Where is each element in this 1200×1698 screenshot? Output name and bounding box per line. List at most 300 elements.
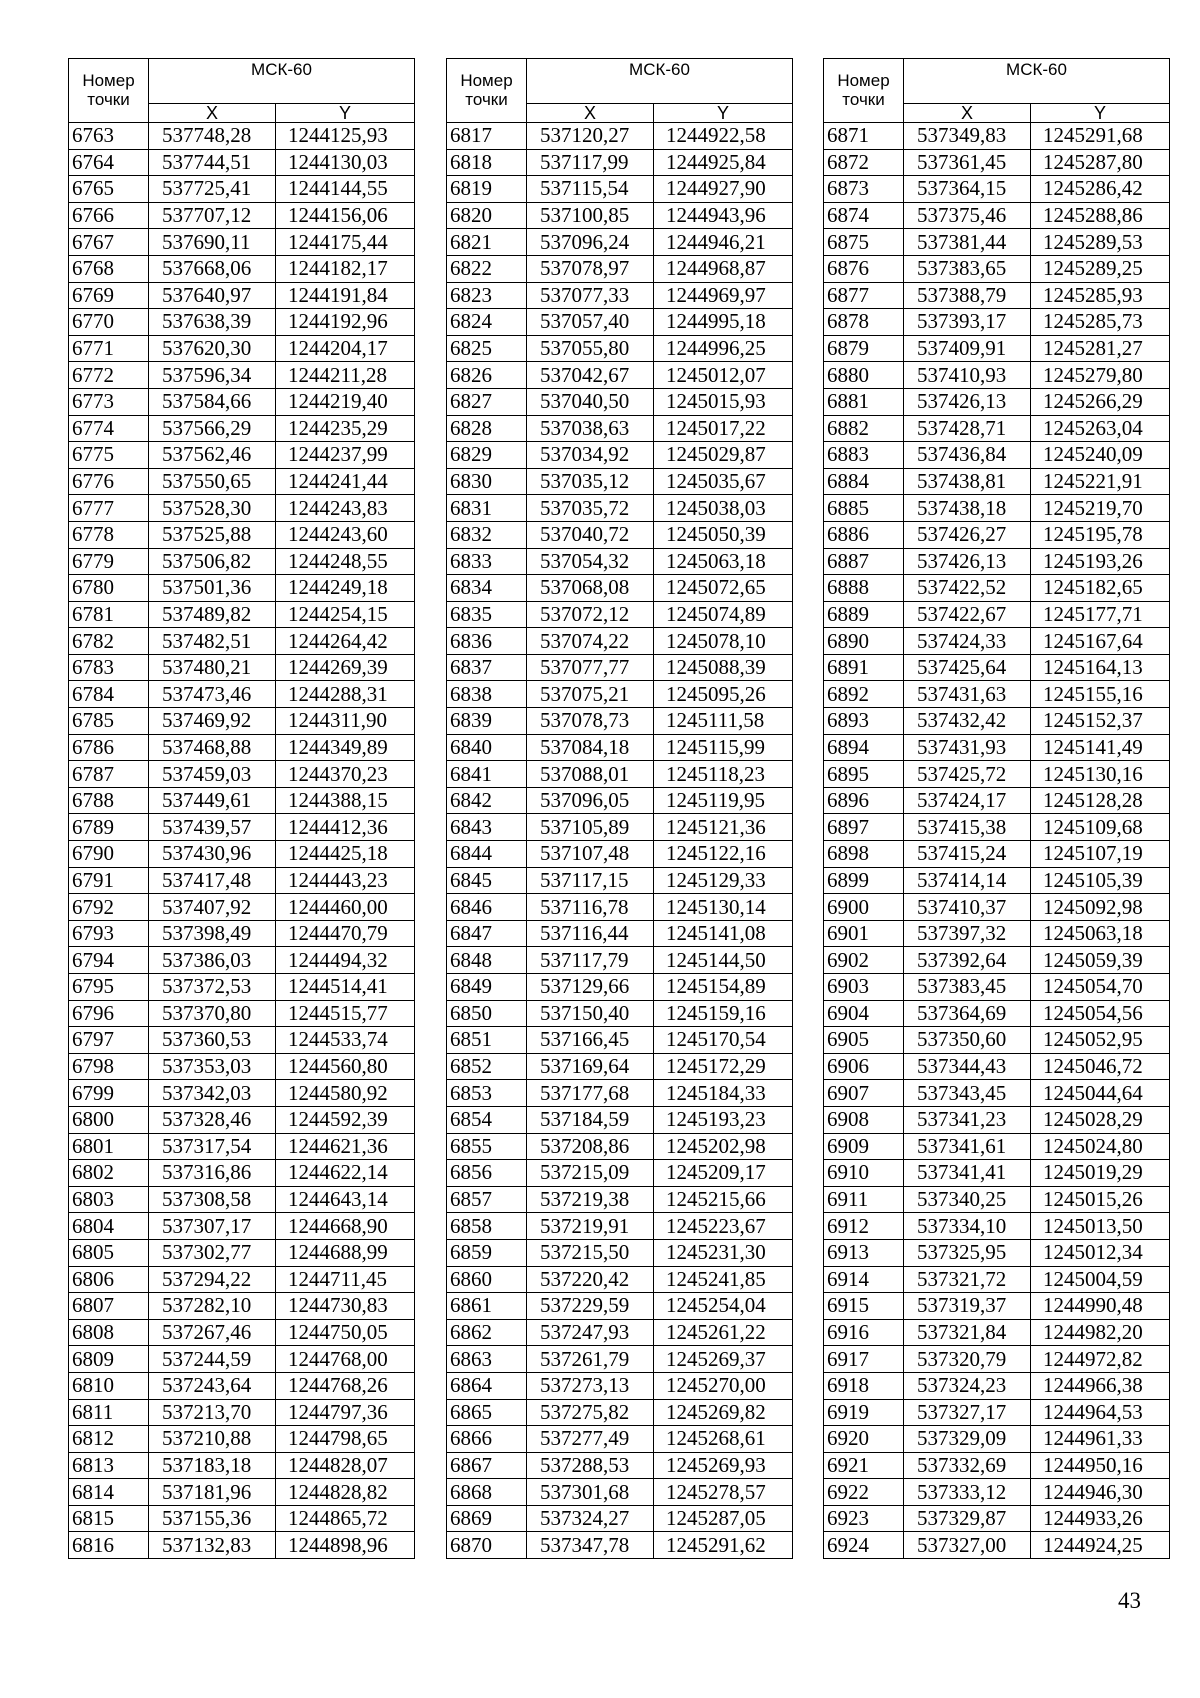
x-coordinate-cell: 537078,73: [527, 708, 654, 735]
point-number-cell: 6892: [824, 681, 904, 708]
table-row: [447, 761, 793, 788]
y-coordinate-cell: 1244995,18: [654, 309, 793, 336]
x-coordinate-cell: 537372,53: [149, 974, 276, 1001]
x-coordinate-cell: 537177,68: [527, 1080, 654, 1107]
y-coordinate-cell: 1245167,64: [1031, 628, 1170, 655]
table-row: [824, 415, 1170, 442]
y-coordinate-cell: 1244515,77: [276, 1000, 415, 1027]
point-number-header-line1: Номер: [460, 70, 513, 90]
point-number-cell: 6846: [447, 894, 527, 921]
table-row: [824, 1239, 1170, 1266]
y-coordinate-cell: 1245035,67: [654, 468, 793, 495]
x-coordinate-cell: 537360,53: [149, 1027, 276, 1054]
point-number-cell: 6768: [69, 255, 149, 282]
table-row: [447, 202, 793, 229]
table-row: [824, 282, 1170, 309]
y-coordinate-cell: 1245119,95: [654, 787, 793, 814]
x-coordinate-cell: 537120,27: [527, 123, 654, 150]
table-row: [447, 1186, 793, 1213]
point-number-cell: 6765: [69, 176, 149, 203]
x-coordinate-cell: 537525,88: [149, 521, 276, 548]
y-coordinate-cell: 1244470,79: [276, 920, 415, 947]
point-number-cell: 6769: [69, 282, 149, 309]
table-row: [447, 1133, 793, 1160]
x-coordinate-cell: 537117,15: [527, 867, 654, 894]
point-number-cell: 6763: [69, 123, 149, 150]
table-row: [69, 761, 415, 788]
x-coordinate-cell: 537410,93: [904, 362, 1031, 389]
x-coordinate-cell: 537375,46: [904, 202, 1031, 229]
table-row: [69, 575, 415, 602]
table-row: [824, 1452, 1170, 1479]
y-coordinate-cell: 1245285,73: [1031, 309, 1170, 336]
y-coordinate-cell: 1244990,48: [1031, 1293, 1170, 1320]
table-row: [824, 1160, 1170, 1187]
x-coordinate-cell: 537220,42: [527, 1266, 654, 1293]
x-coordinate-cell: 537320,79: [904, 1346, 1031, 1373]
table-row: [824, 149, 1170, 176]
x-coordinate-cell: 537341,61: [904, 1133, 1031, 1160]
point-number-cell: 6882: [824, 415, 904, 442]
point-number-cell: 6894: [824, 734, 904, 761]
point-number-cell: 6832: [447, 521, 527, 548]
table-row: [824, 176, 1170, 203]
x-coordinate-cell: 537084,18: [527, 734, 654, 761]
point-number-cell: 6888: [824, 575, 904, 602]
y-coordinate-cell: 1245287,80: [1031, 149, 1170, 176]
x-coordinate-cell: 537620,30: [149, 335, 276, 362]
y-coordinate-cell: 1245118,23: [654, 761, 793, 788]
point-number-cell: 6797: [69, 1027, 149, 1054]
y-coordinate-cell: 1244924,25: [1031, 1532, 1170, 1559]
point-number-header: [447, 59, 527, 123]
x-coordinate-cell: 537469,92: [149, 708, 276, 735]
y-coordinate-cell: 1245184,33: [654, 1080, 793, 1107]
y-coordinate-cell: 1245109,68: [1031, 814, 1170, 841]
table-row: [824, 1133, 1170, 1160]
x-coordinate-cell: 537105,89: [527, 814, 654, 841]
y-coordinate-cell: 1244865,72: [276, 1505, 415, 1532]
y-coordinate-cell: 1245164,13: [1031, 654, 1170, 681]
point-number-cell: 6822: [447, 255, 527, 282]
table-row: [824, 1479, 1170, 1506]
table-row: [824, 1532, 1170, 1559]
y-coordinate-cell: 1245266,29: [1031, 388, 1170, 415]
y-coordinate-cell: 1245261,22: [654, 1319, 793, 1346]
table-row: [824, 442, 1170, 469]
point-number-cell: 6855: [447, 1133, 527, 1160]
y-coordinate-cell: 1245223,67: [654, 1213, 793, 1240]
point-number-cell: 6830: [447, 468, 527, 495]
point-number-cell: 6909: [824, 1133, 904, 1160]
table-row: [824, 1293, 1170, 1320]
table-row: [824, 894, 1170, 921]
x-coordinate-cell: 537244,59: [149, 1346, 276, 1373]
point-number-cell: 6828: [447, 415, 527, 442]
x-coordinate-cell: 537383,45: [904, 974, 1031, 1001]
table-row: [447, 947, 793, 974]
point-number-cell: 6789: [69, 814, 149, 841]
point-number-cell: 6863: [447, 1346, 527, 1373]
table-row: [69, 1426, 415, 1453]
table-row: [824, 814, 1170, 841]
point-number-cell: 6844: [447, 841, 527, 868]
point-number-cell: 6900: [824, 894, 904, 921]
x-coordinate-cell: 537506,82: [149, 548, 276, 575]
point-number-cell: 6915: [824, 1293, 904, 1320]
y-coordinate-cell: 1245289,25: [1031, 255, 1170, 282]
table-row: [447, 575, 793, 602]
x-coordinate-cell: 537215,09: [527, 1160, 654, 1187]
point-number-cell: 6913: [824, 1239, 904, 1266]
table-row: [447, 1532, 793, 1559]
y-coordinate-cell: 1244966,38: [1031, 1372, 1170, 1399]
x-coordinate-cell: 537341,23: [904, 1106, 1031, 1133]
table-row: [447, 1319, 793, 1346]
table-row: [447, 1106, 793, 1133]
y-coordinate-cell: 1244156,06: [276, 202, 415, 229]
point-number-cell: 6835: [447, 601, 527, 628]
x-coordinate-cell: 537329,09: [904, 1426, 1031, 1453]
point-number-cell: 6774: [69, 415, 149, 442]
y-coordinate-cell: 1245144,50: [654, 947, 793, 974]
coordinate-system-header: МСК-60: [904, 59, 1170, 104]
point-number-cell: 6912: [824, 1213, 904, 1240]
x-coordinate-cell: 537035,12: [527, 468, 654, 495]
y-coordinate-cell: 1245088,39: [654, 654, 793, 681]
table-row: [824, 1213, 1170, 1240]
y-coordinate-cell: 1244248,55: [276, 548, 415, 575]
table-row: [824, 1505, 1170, 1532]
y-coordinate-cell: 1245046,72: [1031, 1053, 1170, 1080]
point-number-cell: 6856: [447, 1160, 527, 1187]
y-coordinate-cell: 1244514,41: [276, 974, 415, 1001]
table-row: [447, 1372, 793, 1399]
y-coordinate-cell: 1244237,99: [276, 442, 415, 469]
table-row: [824, 1266, 1170, 1293]
x-coordinate-cell: 537215,50: [527, 1239, 654, 1266]
x-coordinate-cell: 537213,70: [149, 1399, 276, 1426]
y-coordinate-cell: 1245269,82: [654, 1399, 793, 1426]
table-row: [447, 734, 793, 761]
x-coordinate-cell: 537068,08: [527, 575, 654, 602]
table-row: [69, 894, 415, 921]
x-coordinate-cell: 537169,64: [527, 1053, 654, 1080]
table-row: [69, 1452, 415, 1479]
point-number-cell: 6841: [447, 761, 527, 788]
y-coordinate-cell: 1244898,96: [276, 1532, 415, 1559]
y-coordinate-cell: 1244175,44: [276, 229, 415, 256]
y-coordinate-cell: 1244235,29: [276, 415, 415, 442]
y-coordinate-cell: 1244412,36: [276, 814, 415, 841]
x-coordinate-cell: 537424,17: [904, 787, 1031, 814]
x-coordinate-cell: 537057,40: [527, 309, 654, 336]
y-coordinate-cell: 1244996,25: [654, 335, 793, 362]
x-coordinate-cell: 537316,86: [149, 1160, 276, 1187]
point-number-cell: 6883: [824, 442, 904, 469]
y-coordinate-cell: 1244249,18: [276, 575, 415, 602]
table-row: [447, 255, 793, 282]
y-coordinate-cell: 1244494,32: [276, 947, 415, 974]
x-coordinate-cell: 537277,49: [527, 1426, 654, 1453]
table-row: [824, 495, 1170, 522]
y-coordinate-cell: 1245122,16: [654, 841, 793, 868]
point-number-header-line1: Номер: [82, 70, 135, 90]
table-row: [447, 1053, 793, 1080]
point-number-cell: 6803: [69, 1186, 149, 1213]
x-coordinate-cell: 537668,06: [149, 255, 276, 282]
x-coordinate-cell: 537422,52: [904, 575, 1031, 602]
point-number-cell: 6867: [447, 1452, 527, 1479]
x-coordinate-cell: 537035,72: [527, 495, 654, 522]
table-row: [69, 1479, 415, 1506]
table-row: [69, 415, 415, 442]
x-coordinate-cell: 537288,53: [527, 1452, 654, 1479]
y-coordinate-cell: 1244182,17: [276, 255, 415, 282]
y-coordinate-cell: 1245038,03: [654, 495, 793, 522]
table-row: [824, 867, 1170, 894]
table-row: [447, 681, 793, 708]
point-number-cell: 6889: [824, 601, 904, 628]
y-coordinate-cell: 1244968,87: [654, 255, 793, 282]
x-coordinate-cell: 537116,44: [527, 920, 654, 947]
table-row: [447, 1000, 793, 1027]
point-number-cell: 6783: [69, 654, 149, 681]
x-coordinate-cell: 537096,05: [527, 787, 654, 814]
x-coordinate-cell: 537417,48: [149, 867, 276, 894]
table-row: [69, 1106, 415, 1133]
point-number-cell: 6778: [69, 521, 149, 548]
y-coordinate-cell: 1245279,80: [1031, 362, 1170, 389]
point-number-cell: 6796: [69, 1000, 149, 1027]
x-coordinate-cell: 537115,54: [527, 176, 654, 203]
y-coordinate-cell: 1245269,37: [654, 1346, 793, 1373]
table-row: [824, 787, 1170, 814]
point-number-cell: 6804: [69, 1213, 149, 1240]
x-coordinate-cell: 537407,92: [149, 894, 276, 921]
x-coordinate-cell: 537350,60: [904, 1027, 1031, 1054]
x-coordinate-cell: 537054,32: [527, 548, 654, 575]
table-row: [69, 628, 415, 655]
y-coordinate-cell: 1244125,93: [276, 123, 415, 150]
table-row: [69, 548, 415, 575]
x-coordinate-cell: 537166,45: [527, 1027, 654, 1054]
point-number-cell: 6793: [69, 920, 149, 947]
y-coordinate-cell: 1245195,78: [1031, 521, 1170, 548]
y-coordinate-cell: 1244711,45: [276, 1266, 415, 1293]
x-coordinate-cell: 537425,64: [904, 654, 1031, 681]
table-row: [447, 1213, 793, 1240]
x-coordinate-cell: 537034,92: [527, 442, 654, 469]
point-number-header: [824, 59, 904, 123]
coordinates-table-2: [446, 58, 793, 1559]
x-coordinate-cell: 537040,50: [527, 388, 654, 415]
table-row: [447, 468, 793, 495]
point-number-cell: 6893: [824, 708, 904, 735]
point-number-cell: 6868: [447, 1479, 527, 1506]
point-number-cell: 6839: [447, 708, 527, 735]
point-number-cell: 6903: [824, 974, 904, 1001]
x-coordinate-cell: 537426,13: [904, 548, 1031, 575]
y-coordinate-cell: 1245281,27: [1031, 335, 1170, 362]
table-row: [69, 1027, 415, 1054]
table-row: [69, 601, 415, 628]
y-coordinate-cell: 1245054,70: [1031, 974, 1170, 1001]
table-row: [447, 601, 793, 628]
table-row: [69, 974, 415, 1001]
y-header: Y: [1031, 104, 1170, 123]
point-number-cell: 6831: [447, 495, 527, 522]
y-coordinate-cell: 1244933,26: [1031, 1505, 1170, 1532]
y-coordinate-cell: 1244191,84: [276, 282, 415, 309]
y-coordinate-cell: 1244925,84: [654, 149, 793, 176]
x-coordinate-cell: 537482,51: [149, 628, 276, 655]
x-coordinate-cell: 537426,27: [904, 521, 1031, 548]
point-number-cell: 6810: [69, 1372, 149, 1399]
table-row: [824, 841, 1170, 868]
point-number-cell: 6896: [824, 787, 904, 814]
point-number-cell: 6877: [824, 282, 904, 309]
point-number-cell: 6923: [824, 1505, 904, 1532]
table-row: [69, 681, 415, 708]
table-row: [447, 1346, 793, 1373]
x-coordinate-cell: 537261,79: [527, 1346, 654, 1373]
point-number-cell: 6786: [69, 734, 149, 761]
table-row: [824, 1027, 1170, 1054]
coordinate-system-header: МСК-60: [149, 59, 415, 104]
y-coordinate-cell: 1244798,65: [276, 1426, 415, 1453]
y-coordinate-cell: 1245074,89: [654, 601, 793, 628]
table-row: [69, 1532, 415, 1559]
y-header: Y: [654, 104, 793, 123]
y-coordinate-cell: 1245286,42: [1031, 176, 1170, 203]
point-number-cell: 6861: [447, 1293, 527, 1320]
x-coordinate-cell: 537431,93: [904, 734, 1031, 761]
point-number-cell: 6766: [69, 202, 149, 229]
x-coordinate-cell: 537438,18: [904, 495, 1031, 522]
x-coordinate-cell: 537364,69: [904, 1000, 1031, 1027]
x-coordinate-cell: 537075,21: [527, 681, 654, 708]
table-row: [447, 894, 793, 921]
table-row: [447, 335, 793, 362]
point-number-cell: 6911: [824, 1186, 904, 1213]
y-coordinate-cell: 1245024,80: [1031, 1133, 1170, 1160]
y-coordinate-cell: 1245231,30: [654, 1239, 793, 1266]
point-number-cell: 6857: [447, 1186, 527, 1213]
y-coordinate-cell: 1245019,29: [1031, 1160, 1170, 1187]
table-row: [447, 388, 793, 415]
x-coordinate-cell: 537562,46: [149, 442, 276, 469]
table-row: [69, 1160, 415, 1187]
y-coordinate-cell: 1245170,54: [654, 1027, 793, 1054]
y-coordinate-cell: 1244961,33: [1031, 1426, 1170, 1453]
y-coordinate-cell: 1245129,33: [654, 867, 793, 894]
y-coordinate-cell: 1244204,17: [276, 335, 415, 362]
table-row: [69, 202, 415, 229]
y-coordinate-cell: 1244922,58: [654, 123, 793, 150]
point-number-header-line2: точки: [87, 89, 130, 109]
table-row: [69, 1213, 415, 1240]
point-number-cell: 6799: [69, 1080, 149, 1107]
table-row: [447, 149, 793, 176]
y-coordinate-cell: 1245152,37: [1031, 708, 1170, 735]
table-row: [447, 920, 793, 947]
point-number-cell: 6795: [69, 974, 149, 1001]
coordinate-system-header: МСК-60: [527, 59, 793, 104]
y-coordinate-cell: 1245063,18: [654, 548, 793, 575]
point-number-cell: 6919: [824, 1399, 904, 1426]
point-number-cell: 6801: [69, 1133, 149, 1160]
point-number-cell: 6853: [447, 1080, 527, 1107]
point-number-cell: 6811: [69, 1399, 149, 1426]
table-row: [447, 867, 793, 894]
x-coordinate-cell: 537744,51: [149, 149, 276, 176]
x-coordinate-cell: 537596,34: [149, 362, 276, 389]
y-coordinate-cell: 1245269,93: [654, 1452, 793, 1479]
y-coordinate-cell: 1245121,36: [654, 814, 793, 841]
point-number-cell: 6767: [69, 229, 149, 256]
point-number-cell: 6818: [447, 149, 527, 176]
point-number-header-line2: точки: [842, 89, 885, 109]
x-coordinate-cell: 537074,22: [527, 628, 654, 655]
x-coordinate-cell: 537132,83: [149, 1532, 276, 1559]
table-row: [824, 1426, 1170, 1453]
point-number-cell: 6820: [447, 202, 527, 229]
y-coordinate-cell: 1244388,15: [276, 787, 415, 814]
table-row: [824, 521, 1170, 548]
x-coordinate-cell: 537117,99: [527, 149, 654, 176]
x-coordinate-cell: 537690,11: [149, 229, 276, 256]
table-row: [824, 734, 1170, 761]
x-coordinate-cell: 537078,97: [527, 255, 654, 282]
table-row: [69, 149, 415, 176]
y-coordinate-cell: 1245052,95: [1031, 1027, 1170, 1054]
x-coordinate-cell: 537072,12: [527, 601, 654, 628]
y-coordinate-cell: 1244241,44: [276, 468, 415, 495]
table-row: [447, 282, 793, 309]
point-number-cell: 6887: [824, 548, 904, 575]
y-coordinate-cell: 1244254,15: [276, 601, 415, 628]
y-coordinate-cell: 1244982,20: [1031, 1319, 1170, 1346]
point-number-cell: 6788: [69, 787, 149, 814]
x-coordinate-cell: 537038,63: [527, 415, 654, 442]
point-number-cell: 6808: [69, 1319, 149, 1346]
y-coordinate-cell: 1244828,07: [276, 1452, 415, 1479]
y-coordinate-cell: 1244964,53: [1031, 1399, 1170, 1426]
point-number-cell: 6871: [824, 123, 904, 150]
point-number-cell: 6878: [824, 309, 904, 336]
x-coordinate-cell: 537364,15: [904, 176, 1031, 203]
y-coordinate-cell: 1245012,07: [654, 362, 793, 389]
point-number-cell: 6847: [447, 920, 527, 947]
point-number-cell: 6834: [447, 575, 527, 602]
x-coordinate-cell: 537528,30: [149, 495, 276, 522]
point-number-cell: 6876: [824, 255, 904, 282]
point-number-header: [69, 59, 149, 123]
table-row: [447, 309, 793, 336]
table-row: [69, 1080, 415, 1107]
x-coordinate-cell: 537584,66: [149, 388, 276, 415]
point-number-cell: 6866: [447, 1426, 527, 1453]
point-number-cell: 6874: [824, 202, 904, 229]
x-coordinate-cell: 537096,24: [527, 229, 654, 256]
y-coordinate-cell: 1245193,23: [654, 1106, 793, 1133]
point-number-cell: 6773: [69, 388, 149, 415]
x-coordinate-cell: 537343,45: [904, 1080, 1031, 1107]
point-number-cell: 6875: [824, 229, 904, 256]
y-coordinate-cell: 1244460,00: [276, 894, 415, 921]
x-coordinate-cell: 537116,78: [527, 894, 654, 921]
